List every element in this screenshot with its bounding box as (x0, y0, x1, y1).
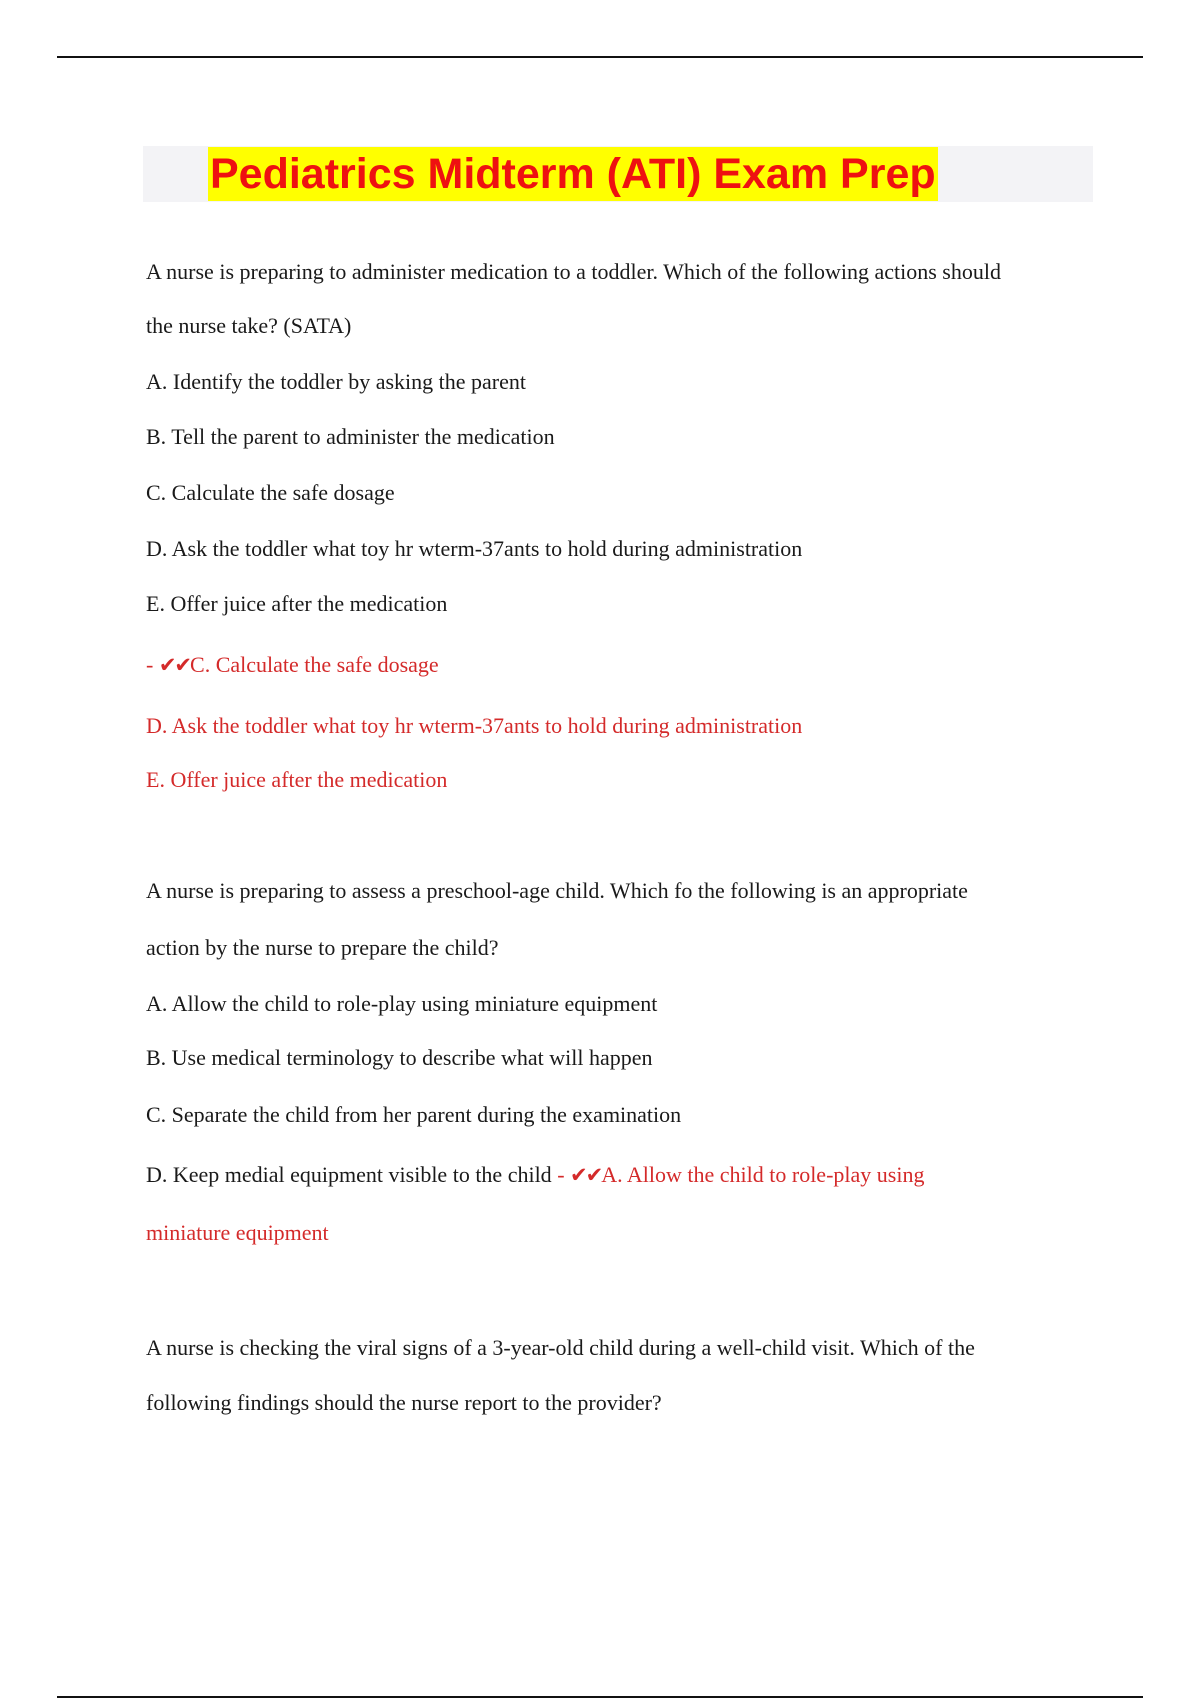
question-1-option-c: C. Calculate the safe dosage (146, 480, 395, 505)
question-1-answer-1 (146, 651, 439, 679)
answer-prefix: - (146, 652, 159, 677)
question-1-stem-line-2: the nurse take? (SATA) (146, 313, 352, 338)
question-1-stem-line-1: A nurse is preparing to administer medication to a toddler. Which of the following actions should (146, 259, 1001, 284)
question-2-option-c: C. Separate the child from her parent during the examination (146, 1102, 682, 1127)
double-check-icon: ✔✔ (158, 653, 191, 677)
question-2-answer-continuation: miniature equipment (146, 1220, 329, 1245)
question-2-stem-line-1: A nurse is preparing to assess a preschool-age child. Which fo the following is an appropriate (146, 878, 968, 903)
question-1-option-a: A. Identify the toddler by asking the parent (146, 369, 527, 394)
question-1-answer-3: E. Offer juice after the medication (146, 767, 448, 792)
answer-text: C. Calculate the safe dosage (190, 652, 439, 677)
question-1-answer-2: D. Ask the toddler what toy hr wterm-37ants to hold during administration (146, 713, 803, 738)
answer-prefix: - (557, 1162, 571, 1187)
page-title: Pediatrics Midterm (ATI) Exam Prep (208, 147, 938, 201)
question-3-stem-line-2: following findings should the nurse report to the provider? (146, 1390, 662, 1415)
question-2-option-d: D. Keep medial equipment visible to the child (146, 1162, 558, 1187)
question-1-option-d: D. Ask the toddler what toy hr wterm-37ants to hold during administration (146, 536, 803, 561)
double-check-icon: ✔✔ (570, 1163, 602, 1187)
question-2-option-b: B. Use medical terminology to describe what will happen (146, 1045, 653, 1070)
answer-text: A. Allow the child to role-play using (601, 1162, 925, 1187)
question-2-option-d-with-answer (146, 1161, 924, 1189)
question-2-option-a: A. Allow the child to role-play using miniature equipment (146, 991, 658, 1016)
question-1-option-b: B. Tell the parent to administer the medication (146, 424, 555, 449)
question-2-stem-line-2: action by the nurse to prepare the child? (146, 935, 499, 960)
question-1-option-e: E. Offer juice after the medication (146, 591, 448, 616)
page-top-rule (57, 56, 1143, 58)
page-bottom-rule (57, 1696, 1143, 1698)
question-3-stem-line-1: A nurse is checking the viral signs of a 3-year-old child during a well-child visit. Which of the (146, 1335, 975, 1360)
